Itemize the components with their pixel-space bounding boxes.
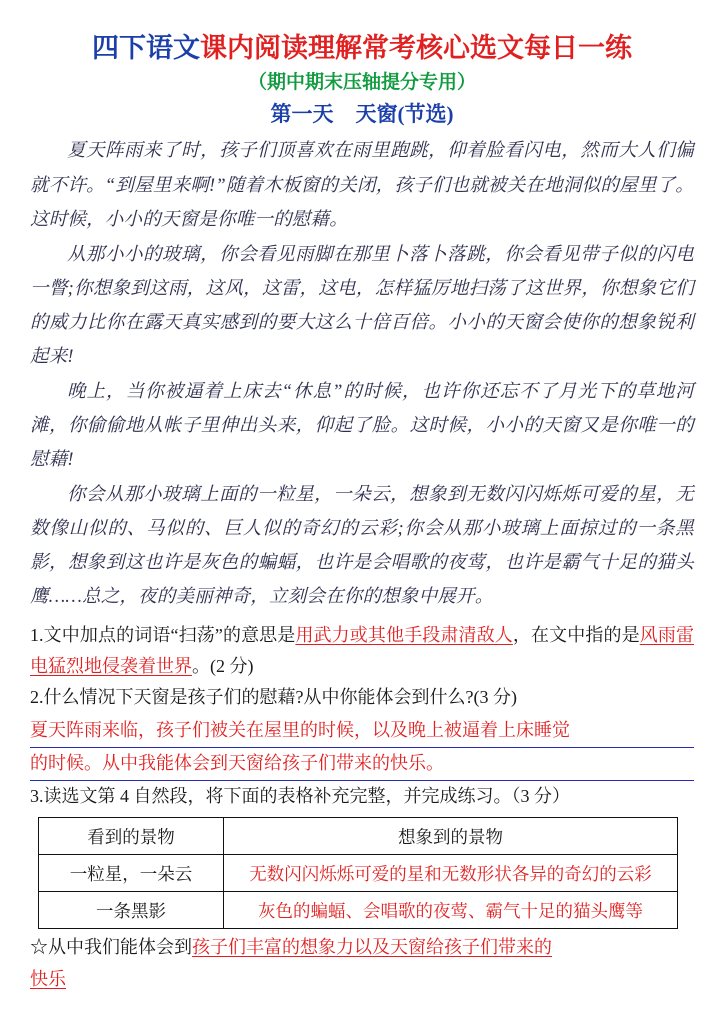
passage-paragraph: 从那小小的玻璃，你会看见雨脚在那里卜落卜落跳，你会看见带子似的闪电一瞥;你想象到这雨，这风，这雷，这电，怎样猛厉地扫荡了这世界，你想象它们的威力比你在露天真实感到的要大这么十倍百倍。小小的天窗会使你的想象锐利起来! — [30, 244, 694, 367]
passage-body — [30, 134, 694, 613]
question-1-answer-1: 用武力或其他手段肃清敌人 — [295, 624, 513, 645]
table-header-imagined: 想象到的景物 — [224, 818, 678, 855]
table-cell-seen: 一条黑影 — [39, 892, 224, 929]
final-note-answer-line: 孩子们丰富的想象力以及天窗给孩子们带来的 — [192, 937, 552, 958]
page-title — [30, 32, 694, 64]
table-cell-imagined: 灰色的蝙蝠、会唱歌的夜莺、霸气十足的猫头鹰等 — [224, 892, 678, 929]
passage-paragraph: 你会从那小玻璃上面的一粒星，一朵云，想象到无数闪闪烁烁可爱的星，无数像山似的、马似的、巨人似的奇幻的云彩;你会从那小玻璃上面掠过的一条黑影，想象到这也许是灰色的蝙蝠，也许是会唱歌的夜莺，也许是霸气十足的猫头鹰……总之，夜的美丽神奇，立刻会在你的想象中展开。 — [30, 484, 694, 607]
question-1-middle: ，在文中指的是 — [512, 624, 640, 645]
questions-section — [30, 620, 694, 812]
table-row — [39, 855, 678, 892]
question-1 — [30, 620, 694, 682]
final-note — [30, 932, 694, 995]
passage-paragraph: 晚上，当你被逼着上床去“休息”的时候，也许你还忘不了月光下的草地河滩，你偷偷地从帐子里伸出头来，仰起了脸。这时候，小小的天窗又是你唯一的慰藉! — [30, 381, 694, 470]
day-label: 第一天 — [270, 101, 334, 126]
table-cell-seen: 一粒星，一朵云 — [39, 855, 224, 892]
observation-imagination-table — [38, 817, 678, 929]
title-subject: 四下语文 — [92, 33, 200, 63]
final-note-answer-line: 快乐 — [30, 968, 66, 989]
table-row — [39, 892, 678, 929]
passage-paragraph: 夏天阵雨来了时，孩子们顶喜欢在雨里跑跳，仰着脸看闪电，然而大人们偏就不许。“到屋里来啊!”随着木板窗的关闭，孩子们也就被关在地洞似的屋里了。这时候，小小的天窗是你唯一的慰藉。 — [30, 141, 694, 230]
question-3: 3.读选文第 4 自然段，将下面的表格补充完整，并完成练习。（3 分） — [30, 786, 570, 807]
question-2: 2.什么情况下天窗是孩子们的慰藉?从中你能体会到什么?(3 分) — [30, 686, 517, 707]
final-note-prefix: ☆从中我们能体会到 — [30, 937, 192, 958]
question-1-suffix: 。(2 分) — [192, 655, 254, 676]
question-1-prefix: 1.文中加点的词语“扫荡”的意思是 — [30, 624, 296, 645]
page-subtitle: （期中期末压轴提分专用） — [247, 72, 476, 94]
section-heading — [30, 99, 694, 131]
question-2-answer-line: 夏天阵雨来临，孩子们被关在屋里的时候，以及晚上被逼着上床睡觉 — [30, 715, 694, 748]
text-title: 天窗(节选) — [355, 101, 454, 126]
table-header-seen: 看到的景物 — [39, 818, 224, 855]
table-cell-imagined: 无数闪闪烁烁可爱的星和无数形状各异的奇幻的云彩 — [224, 855, 678, 892]
question-1-answer-2: 风雨雷电猛烈地侵袭着世界 — [30, 624, 695, 676]
title-topic: 课内阅读理解常考核心选文每日一练 — [200, 33, 632, 63]
question-2-answer-line: 的时候。从中我能体会到天窗给孩子们带来的快乐。 — [30, 748, 694, 781]
question-2-answer — [30, 715, 694, 782]
table-header-row — [39, 818, 678, 855]
